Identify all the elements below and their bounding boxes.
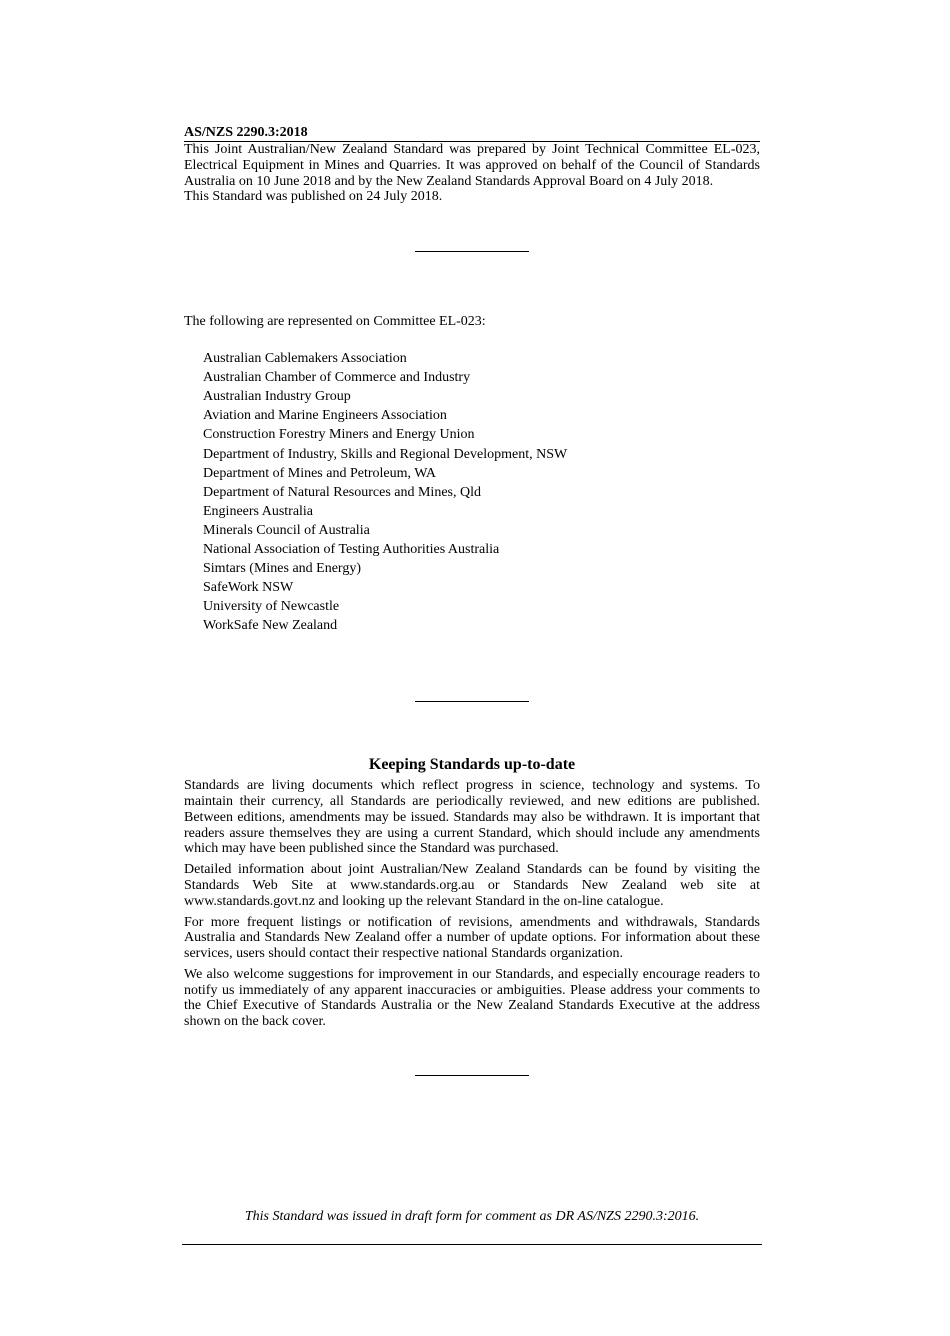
standard-number: AS/NZS 2290.3:2018 xyxy=(184,125,760,142)
preparation-section xyxy=(184,142,760,205)
committee-member: Aviation and Marine Engineers Association xyxy=(203,408,447,424)
document-page xyxy=(184,125,760,1076)
committee-member: Construction Forestry Miners and Energy Union xyxy=(203,427,475,443)
committee-member: SafeWork NSW xyxy=(203,579,294,595)
section-divider xyxy=(415,1075,529,1076)
committee-member: Engineers Australia xyxy=(203,503,314,519)
uptodate-heading: Keeping Standards up-to-date xyxy=(368,756,576,774)
draft-note: This Standard was issued in draft form for comment as DR AS/NZS 2290.3:2016. xyxy=(244,1209,700,1224)
uptodate-paragraph: For more frequent listings or notification of revisions, amendments and withdrawals, Standards Australia and Standards New Zealand offer a number of update options. For information about these services, users should contact their respective national Standards organization. xyxy=(184,914,760,962)
section-divider xyxy=(415,251,529,252)
uptodate-section xyxy=(184,778,760,1030)
committee-member: Simtars (Mines and Energy) xyxy=(203,560,361,576)
preparation-paragraph: This Joint Australian/New Zealand Standard was prepared by Joint Technical Committee EL-023, Electrical Equipment in Mines and Quarries. It was approved on behalf of the Council of Standards Australia on 10 June 2018 and by the New Zealand Standards Approval Board on 4 July 2018. xyxy=(184,142,760,189)
committee-intro: The following are represented on Committee EL-023: xyxy=(184,314,486,330)
footer-rule xyxy=(182,1244,762,1245)
committee-member: Australian Chamber of Commerce and Industry xyxy=(203,370,471,386)
uptodate-paragraph: We also welcome suggestions for improvement in our Standards, and especially encourage readers to notify us immediately of any apparent inaccuracies or ambiguities. Please address your comments to the Chief Executive of Standards Australia or the New Zealand Standards Executive at the address shown on the back cover. xyxy=(184,966,760,1030)
committee-member: Department of Industry, Skills and Regional Development, NSW xyxy=(203,446,568,462)
committee-member: Australian Cablemakers Association xyxy=(203,351,407,367)
committee-member: National Association of Testing Authorities Australia xyxy=(203,541,500,557)
committee-member: Department of Mines and Petroleum, WA xyxy=(203,465,437,481)
committee-member: University of Newcastle xyxy=(203,599,340,614)
committee-member-list xyxy=(203,349,760,635)
section-divider xyxy=(415,701,529,702)
committee-member: Australian Industry Group xyxy=(203,389,351,405)
uptodate-paragraph: Standards are living documents which reflect progress in science, technology and systems. To maintain their currency, all Standards are periodically reviewed, and new editions are published. Between editions, amendments may be issued. Standards may also be withdrawn. It is important that readers assure themselves they are using a current Standard, which should include any amendments which may have been published since the Standard was purchased. xyxy=(184,778,760,857)
committee-member: Minerals Council of Australia xyxy=(203,522,370,538)
committee-member: WorkSafe New Zealand xyxy=(203,618,338,634)
publication-date: This Standard was published on 24 July 2018. xyxy=(184,189,443,205)
committee-member: Department of Natural Resources and Mines, Qld xyxy=(203,484,481,500)
uptodate-paragraph: Detailed information about joint Australian/New Zealand Standards can be found by visiting the Standards Web Site at www.standards.org.au or Standards New Zealand web site at www.standards.govt.nz and looking up the relevant Standard in the on-line catalogue. xyxy=(184,862,760,909)
